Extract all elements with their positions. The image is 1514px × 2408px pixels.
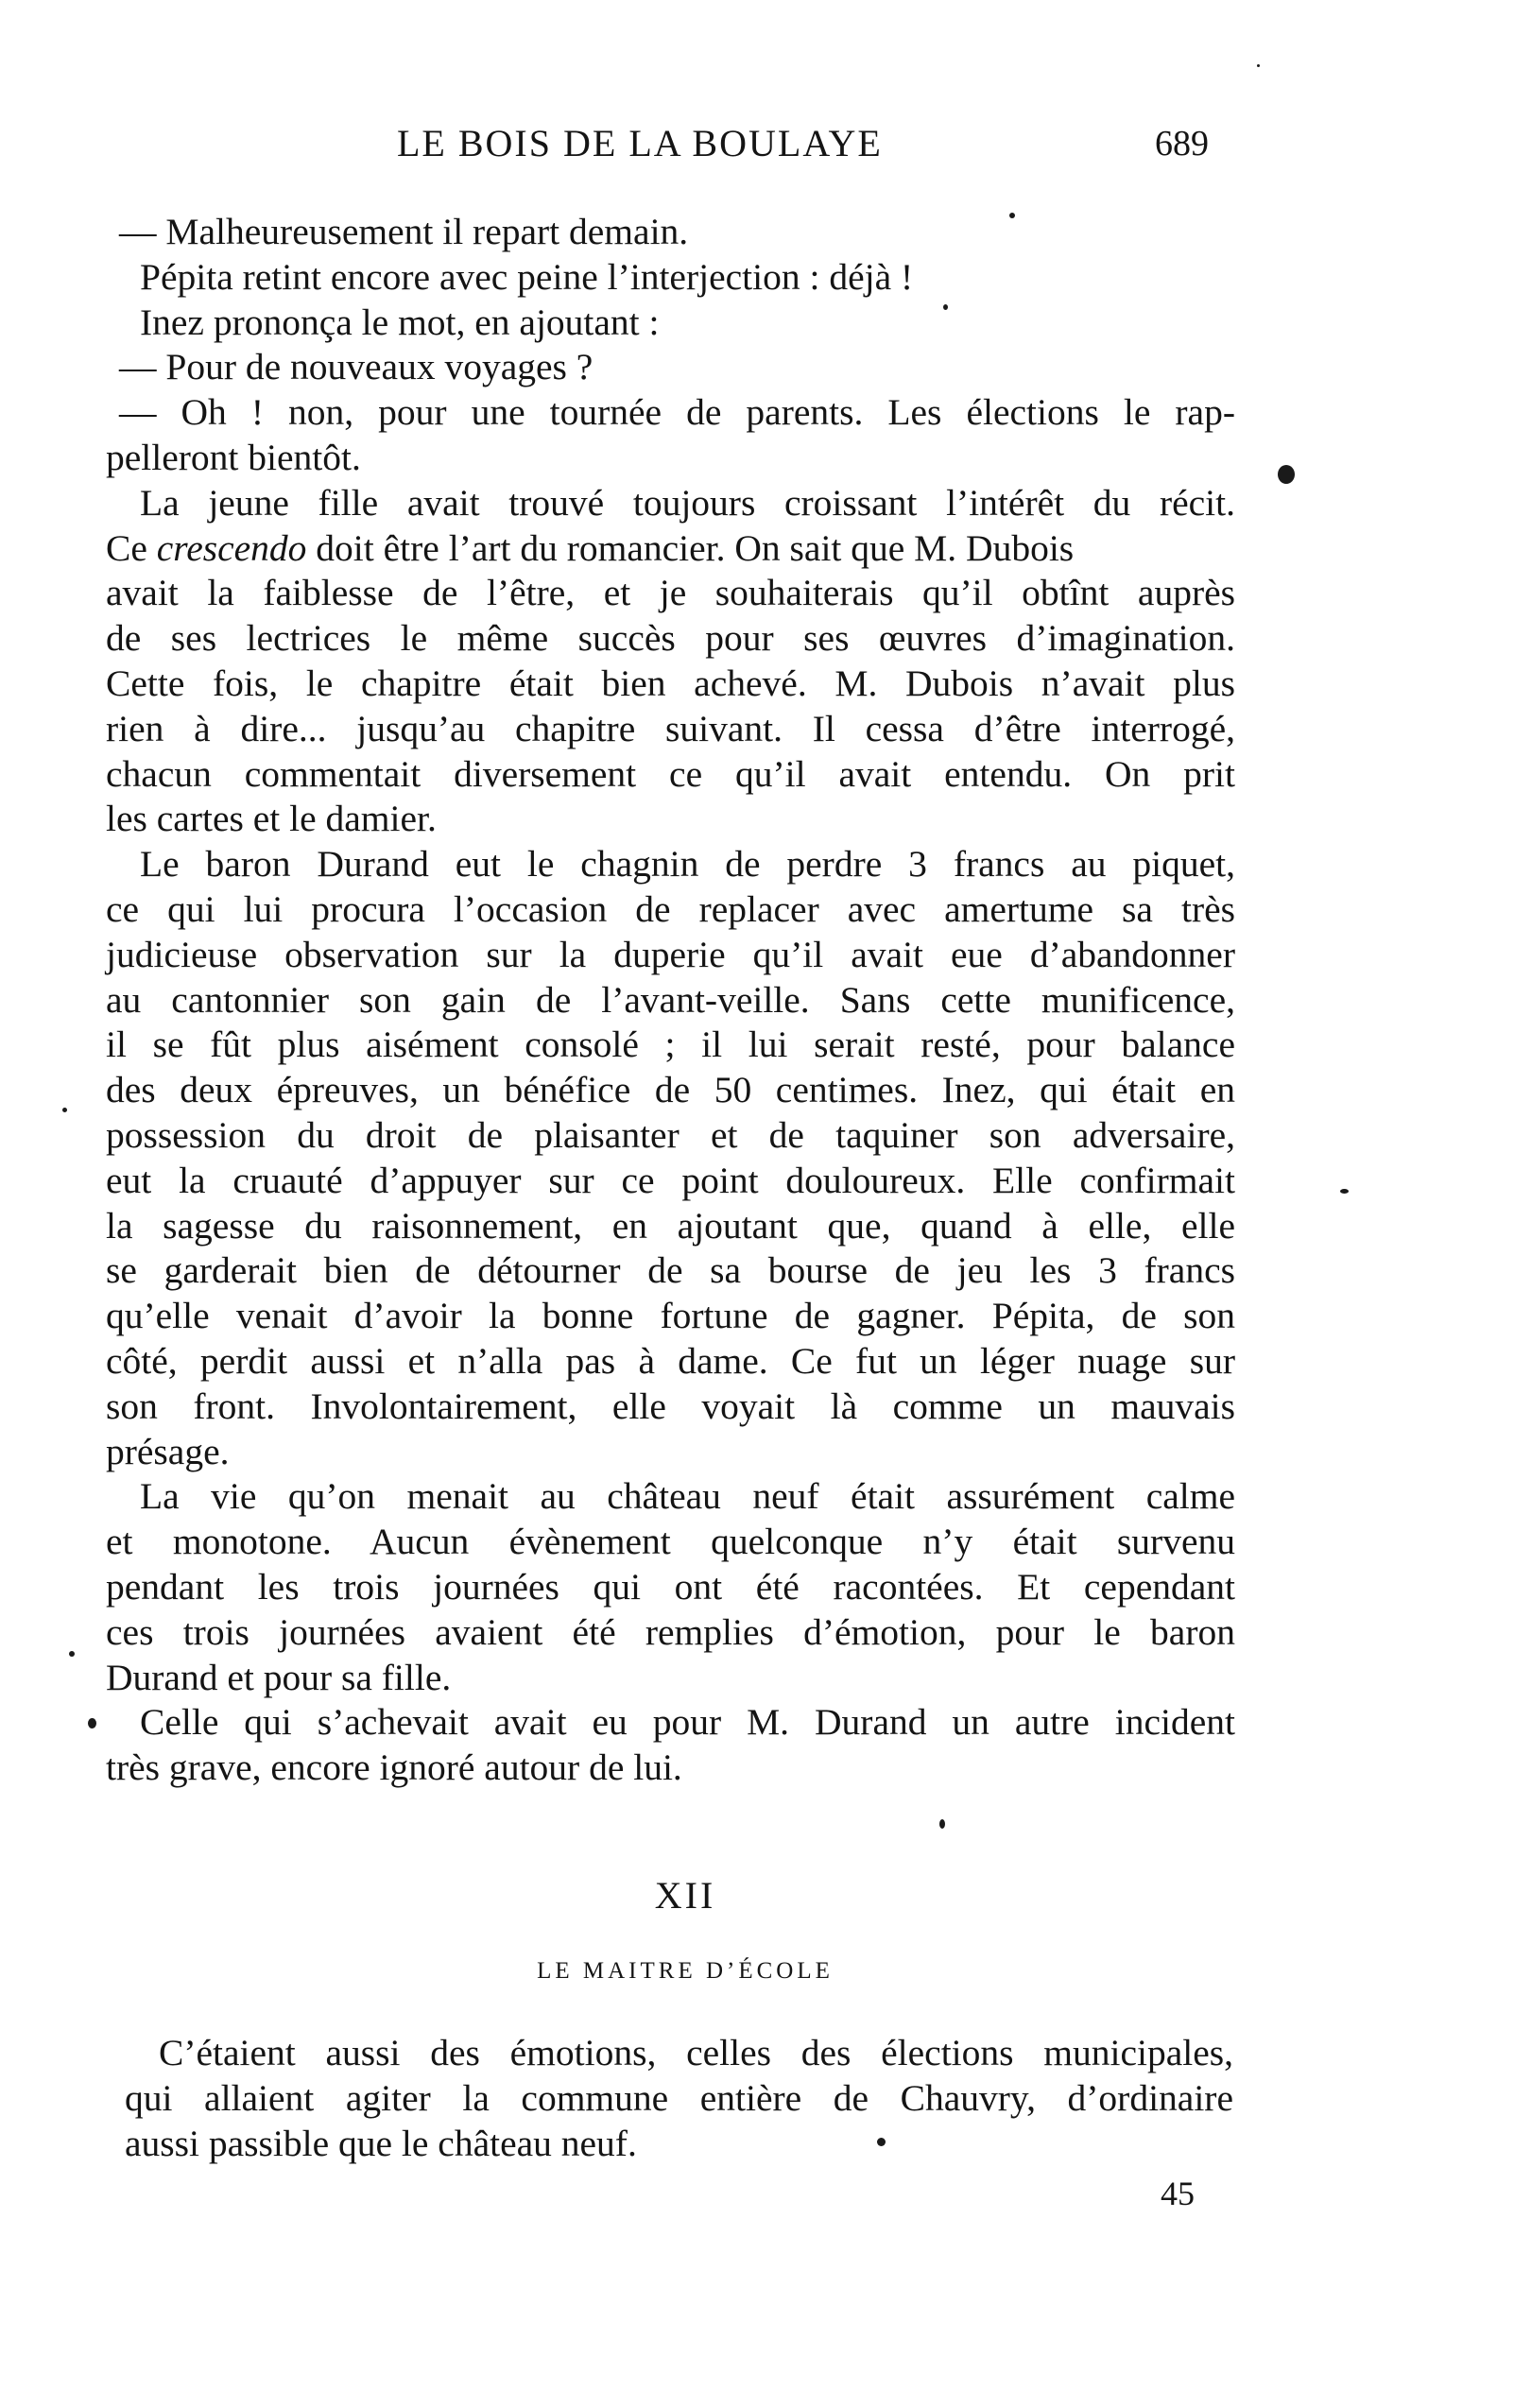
text-line: au cantonnier son gain de l’avant-veille. Sans cette munificence, — [106, 978, 1235, 1021]
ink-speck — [943, 304, 948, 310]
text-line: pelleront bientôt. — [106, 436, 361, 478]
text-line: C’étaient aussi des émotions, celles des élections municipales, — [159, 2032, 1233, 2073]
text-line: des deux épreuves, un bénéfice de 50 centimes. Inez, qui était en — [106, 1069, 1235, 1111]
text-line: La jeune fille avait trouvé toujours croissant l’intérêt du récit. — [140, 481, 1235, 524]
ink-speck — [62, 1108, 67, 1112]
body-text — [106, 210, 1235, 1791]
text-line: rien à dire... jusqu’au chapitre suivant. Il cessa d’être interrogé, — [106, 707, 1235, 749]
chapter-title: LE MAITRE D’ÉCOLE — [537, 1958, 834, 1984]
text-fragment: Ce — [106, 526, 157, 569]
text-line: Le baron Durand eut le chagnin de perdre 3 francs au piquet, — [140, 843, 1235, 886]
text-line: — Pour de nouveaux voyages ? — [119, 346, 594, 388]
ink-speck — [88, 1718, 96, 1729]
chapter-body-text — [125, 2030, 1233, 2165]
page-number: 689 — [1155, 124, 1209, 163]
text-line: la sagesse du raisonnement, en ajoutant que, quand à elle, elle — [106, 1204, 1235, 1247]
text-line: pendant les trois journées qui ont été racontées. Et cependant — [106, 1565, 1235, 1608]
ink-speck — [877, 2138, 886, 2146]
text-line: se garderait bien de détourner de sa bourse de jeu les 3 francs — [106, 1249, 1235, 1292]
ink-speck — [69, 1651, 75, 1657]
text-line: chacun commentait diversement ce qu’il avait entendu. On prit — [106, 752, 1235, 795]
text-line: aussi passible que le château neuf. — [125, 2122, 637, 2164]
text-line: côté, perdit aussi et n’alla pas à dame. Ce fut un léger nuage sur — [106, 1339, 1235, 1382]
signature-number: 45 — [1161, 2175, 1195, 2212]
italic-word: crescendo — [156, 526, 307, 569]
text-line: judicieuse observation sur la duperie qu’il avait eue d’abandonner — [106, 933, 1235, 975]
text-line: La vie qu’on menait au château neuf était assurément calme — [140, 1475, 1235, 1518]
text-line: qu’elle venait d’avoir la bonne fortune de gagner. Pépita, de son — [106, 1295, 1235, 1337]
ink-speck — [1340, 1189, 1349, 1194]
text-line — [106, 526, 1235, 572]
ink-speck — [939, 1819, 945, 1829]
text-line: eut la cruauté d’appuyer sur ce point douloureux. Elle confirmait — [106, 1159, 1235, 1201]
text-line: ces trois journées avaient été remplies d’émotion, pour le baron — [106, 1610, 1235, 1653]
text-line: et monotone. Aucun évènement quelconque n’y était survenu — [106, 1521, 1235, 1563]
ink-speck — [1009, 213, 1015, 218]
text-line: très grave, encore ignoré autour de lui. — [106, 1746, 682, 1789]
text-line: ce qui lui procura l’occasion de replacer avec amertume sa très — [106, 887, 1235, 930]
text-fragment: doit être l’art du romancier. On sait que M. Dubois — [306, 526, 1075, 569]
text-line: de ses lectrices le même succès pour ses œuvres d’imagination. — [106, 617, 1235, 660]
text-line: Cette fois, le chapitre était bien achevé. M. Dubois n’avait plus — [106, 662, 1235, 704]
text-line: il se fût plus aisément consolé ; il lui serait resté, pour balance — [106, 1023, 1235, 1066]
text-line: avait la faiblesse de l’être, et je souhaiterais qu’il obtînt auprès — [106, 572, 1235, 614]
text-line: — Malheureusement il repart demain. — [119, 211, 689, 252]
text-line: présage. — [106, 1430, 230, 1472]
text-line: Durand et pour sa fille. — [106, 1656, 452, 1698]
text-line: qui allaient agiter la commune entière de Chauvry, d’ordinaire — [125, 2076, 1233, 2119]
ink-speck — [1278, 465, 1295, 484]
ink-speck — [1257, 64, 1260, 67]
text-line: Celle qui s’achevait avait eu pour M. Durand un autre incident — [140, 1701, 1235, 1744]
text-line: son front. Involontairement, elle voyait là comme un mauvais — [106, 1385, 1235, 1427]
text-line: Pépita retint encore avec peine l’interjection : déjà ! — [140, 255, 914, 298]
text-line: Inez prononça le mot, en ajoutant : — [140, 301, 660, 343]
chapter-numeral: XII — [654, 1874, 716, 1917]
text-line: — Oh ! non, pour une tournée de parents. Les élections le rap- — [119, 391, 1235, 434]
text-line: les cartes et le damier. — [106, 798, 437, 840]
running-title: LE BOIS DE LA BOULAYE — [397, 122, 883, 164]
text-line: possession du droit de plaisanter et de taquiner son adversaire, — [106, 1113, 1235, 1156]
